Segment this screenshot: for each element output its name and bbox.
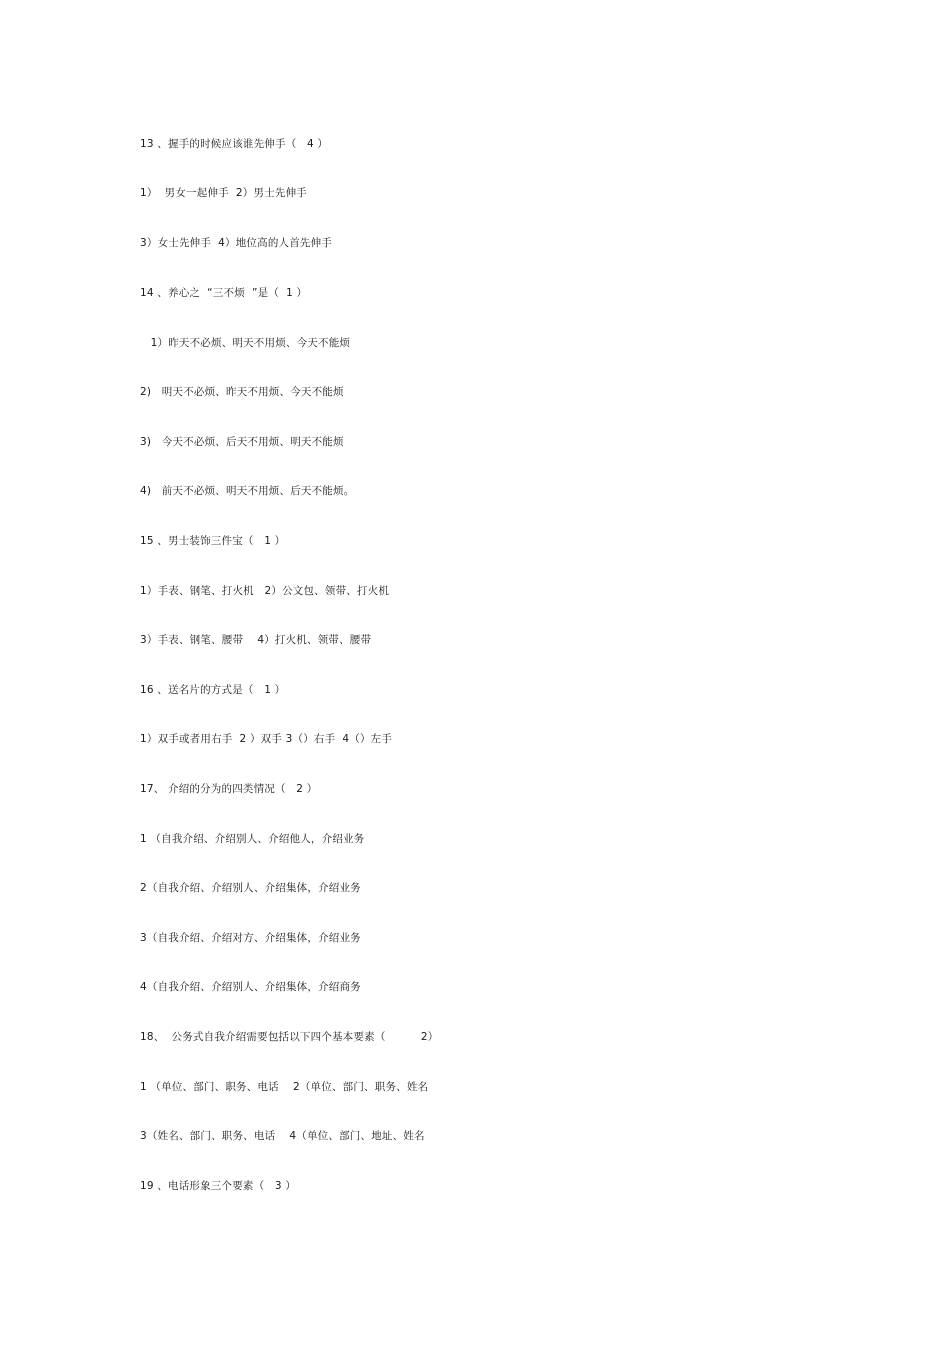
q17-option-2: 2（自我介绍、介绍别人、介绍集体，介绍业务 xyxy=(140,882,361,894)
q15-options-3-4: 3）手表、钢笔、腰带 4）打火机、领带、腰带 xyxy=(140,634,372,646)
q14-option-1: 1）昨天不必烦、明天不用烦、今天不能烦 xyxy=(140,337,351,349)
question-17: 17、 介绍的分为的四类情况（ 2 ） xyxy=(140,783,318,795)
q18-options-3-4: 3（姓名、部门、职务、电话 4（单位、部门、地址、姓名 xyxy=(140,1130,425,1142)
q14-option-3: 3) 今天不必烦、后天不用烦、明天不能烦 xyxy=(140,436,344,448)
question-14: 14 、养心之 “三不烦 ”是（ 1 ） xyxy=(140,287,308,299)
question-16: 16 、送名片的方式是（ 1 ） xyxy=(140,684,286,696)
q14-option-4: 4) 前天不必烦、明天不用烦、后天不能烦。 xyxy=(140,485,355,497)
question-13: 13 、握手的时候应该谁先伸手（ 4 ） xyxy=(140,138,329,150)
question-15: 15 、男士装饰三件宝（ 1 ） xyxy=(140,535,286,547)
q13-options-3-4: 3）女士先伸手 4）地位高的人首先伸手 xyxy=(140,237,333,249)
q18-options-1-2: 1 （单位、部门、职务、电话 2（单位、部门、职务、姓名 xyxy=(140,1081,429,1093)
question-18: 18、 公务式自我介绍需要包括以下四个基本要素（ 2） xyxy=(140,1031,439,1043)
q17-option-3: 3（自我介绍、介绍对方、介绍集体，介绍业务 xyxy=(140,932,361,944)
q17-option-4: 4（自我介绍、介绍别人、介绍集体，介绍商务 xyxy=(140,981,361,993)
q15-options-1-2: 1）手表、钢笔、打火机 2）公文包、领带、打火机 xyxy=(140,585,390,597)
q17-option-1: 1 （自我介绍、介绍别人、介绍他人，介绍业务 xyxy=(140,833,365,845)
question-19: 19 、电话形象三个要素（ 3 ） xyxy=(140,1180,297,1192)
q16-options: 1）双手或者用右手 2 ）双手 3（）右手 4（）左手 xyxy=(140,733,393,745)
q14-option-2: 2) 明天不必烦、昨天不用烦、今天不能烦 xyxy=(140,386,344,398)
q13-options-1-2: 1） 男女一起伸手 2）男士先伸手 xyxy=(140,187,308,199)
